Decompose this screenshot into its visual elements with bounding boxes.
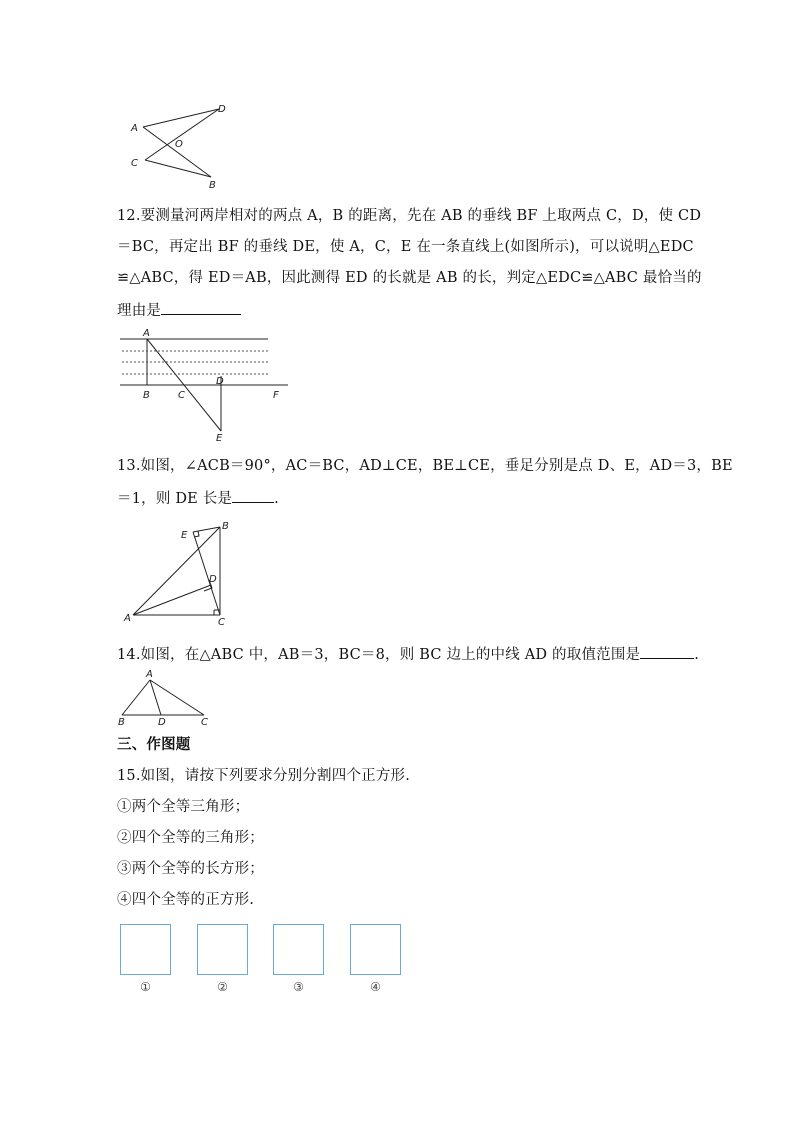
label-c: C bbox=[131, 158, 138, 169]
label-a: A bbox=[131, 123, 138, 134]
q14-line1-end: . bbox=[694, 647, 700, 663]
square-label-4: ④ bbox=[370, 980, 381, 994]
label-a: A bbox=[124, 613, 131, 624]
q12-line3: ≌△ABC，得 ED＝AB，因此测得 ED 的长就是 AB 的长，判定△EDC≌△ABC 最恰当的 bbox=[117, 270, 702, 286]
label-b: B bbox=[222, 521, 229, 532]
figure-q14-triangle bbox=[116, 666, 216, 726]
q15-item-1: ①两个全等三角形； bbox=[117, 799, 250, 815]
q12-line4 bbox=[117, 299, 241, 321]
answer-blank-q12[interactable] bbox=[161, 299, 241, 315]
label-b: B bbox=[118, 717, 125, 726]
q15-item-2: ②四个全等的三角形； bbox=[117, 830, 264, 846]
label-c: C bbox=[218, 617, 225, 628]
label-b: B bbox=[143, 390, 150, 401]
label-d: D bbox=[158, 717, 166, 726]
figure-q13-triangle bbox=[118, 517, 238, 629]
q13-line2 bbox=[117, 487, 279, 509]
q13-line2-text: ＝1，则 DE 长是 bbox=[117, 491, 233, 507]
label-e: E bbox=[181, 530, 188, 541]
q14-line1-text: 14.如图，在△ABC 中，AB＝3，BC＝8，则 BC 边上的中线 AD 的取值范围是 bbox=[117, 647, 641, 663]
label-c: C bbox=[178, 390, 185, 401]
q15-item-4: ④四个全等的正方形. bbox=[117, 892, 255, 908]
label-d: D bbox=[209, 574, 217, 585]
label-e: E bbox=[216, 433, 223, 444]
label-b: B bbox=[209, 180, 216, 191]
square-2[interactable] bbox=[197, 924, 248, 975]
figure-q12-river bbox=[118, 327, 290, 445]
square-4[interactable] bbox=[350, 924, 401, 975]
answer-blank-q13[interactable] bbox=[232, 487, 274, 503]
square-label-3: ③ bbox=[293, 980, 304, 994]
q12-line1: 12.要测量河两岸相对的两点 A，B 的距离，先在 AB 的垂线 BF 上取两点 C，D，使 CD bbox=[117, 208, 702, 224]
label-c: C bbox=[201, 717, 208, 726]
square-3[interactable] bbox=[273, 924, 324, 975]
square-1[interactable] bbox=[120, 924, 171, 975]
square-label-1: ① bbox=[140, 980, 151, 994]
label-a: A bbox=[146, 669, 153, 680]
q12-line2: ＝BC，再定出 BF 的垂线 DE，使 A，C，E 在一条直线上(如图所示)，可以说明△EDC bbox=[117, 239, 694, 255]
answer-blank-q14[interactable] bbox=[640, 643, 694, 659]
q15-line1: 15.如图，请按下列要求分别分割四个正方形. bbox=[117, 768, 411, 784]
q12-line4-text: 理由是 bbox=[117, 303, 162, 319]
figure-q11 bbox=[125, 100, 235, 192]
q15-item-3: ③两个全等的长方形； bbox=[117, 861, 264, 877]
label-a: A bbox=[143, 328, 150, 339]
section-heading: 三、作图题 bbox=[117, 736, 191, 753]
q13-line2-end: . bbox=[274, 491, 279, 507]
q13-line1: 13.如图，∠ACB＝90°，AC＝BC，AD⊥CE，BE⊥CE，垂足分别是点 D、E，AD＝3，BE bbox=[117, 458, 733, 474]
q14-line1 bbox=[117, 643, 699, 665]
label-d: D bbox=[218, 104, 226, 115]
square-label-2: ② bbox=[217, 980, 228, 994]
label-o: O bbox=[175, 139, 183, 150]
label-f: F bbox=[273, 390, 279, 401]
label-d: D bbox=[216, 376, 224, 387]
